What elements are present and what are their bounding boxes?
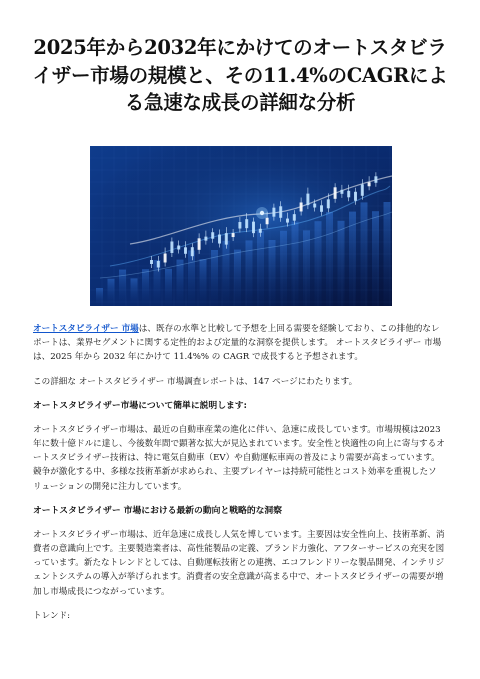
intro-paragraph	[33, 322, 445, 365]
article-body	[33, 322, 445, 633]
stock-chart-illustration	[90, 146, 392, 306]
section2-heading: オートスタビライザー 市場における最新の動向と戦略的な洞察	[33, 505, 283, 516]
market-link[interactable]: オートスタビライザー 市場	[33, 324, 139, 334]
trends-label: トレンド:	[33, 610, 71, 621]
section1-heading: オートスタビライザー市場について簡単に説明します:	[33, 400, 247, 411]
intro-text: は、既存の水準と比較して予想を上回る需要を経験しており、この排他的なレポートは、業界セグメントに関する定性的および定量的な洞察を提供します。 オートスタビライザー 市場は、2025 年から 2032 年にかけて 11.4%% の CAGR で成長すると予想されます。	[33, 324, 442, 363]
report-pages-text: この詳細な オートスタビライザー 市場調査レポートは、147 ページにわたります。	[33, 376, 358, 387]
hero-image	[90, 146, 392, 306]
section2-body: オートスタビライザー市場は、近年急速に成長し人気を博しています。主要因は安全性向上、技術革新、消費者の意識向上です。主要製造業者は、高性能製品の定義、ブランド力強化、アフターサービスの充実を図っています。新たなトレンドとしては、自動運転技術との連携、エコフレンドリーな製品開発、インテリジェントシステムの導入が挙げられます。消費者の安全意識が高まる中で、オートスタビライザーの需要が増加し市場成長につながっています。	[33, 529, 445, 597]
section1-body: オートスタビライザー市場は、最近の自動車産業の進化に伴い、急速に成長しています。市場規模は2023年に数十億ドルに達し、今後数年間で顕著な拡大が見込まれています。安全性と快適性の向上に寄与するオートスタビライザー技術は、特に電気自動車（EV）や自動運転車両の普及により需要が高まっています。競争が激化する中、多様な技術革新が求められ、主要プレイヤーは持続可能性とコスト効率を重視したソリューションの開発に注力しています。	[33, 424, 445, 492]
page-title: 2025年から2032年にかけてのオートスタビライザー市場の規模と、その11.4%のCAGRによる急速な成長の詳細な分析	[32, 36, 448, 114]
